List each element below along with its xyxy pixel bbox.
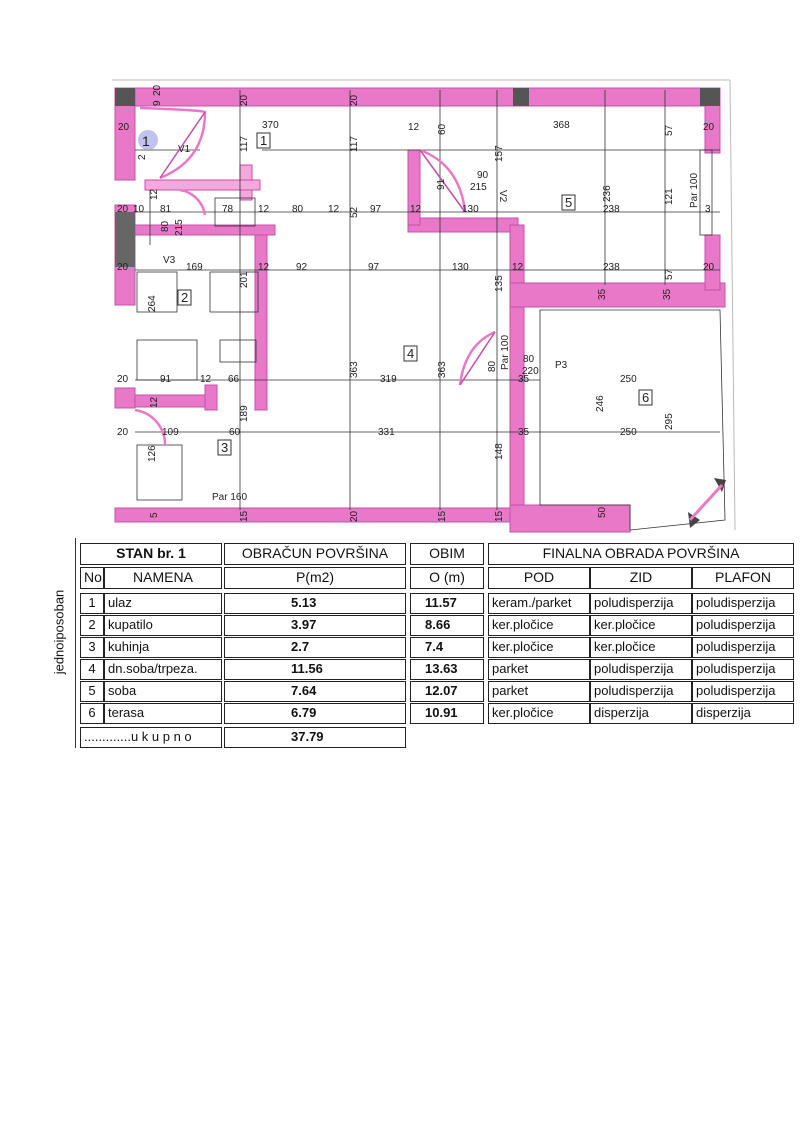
row-perimeter: 8.66 — [410, 615, 484, 636]
dim: 15 — [494, 510, 505, 522]
dim: 264 — [147, 295, 158, 312]
floor-plan — [0, 0, 800, 540]
row-name: kuhinja — [104, 637, 222, 658]
dim: 215 — [470, 182, 487, 193]
dim: 319 — [380, 374, 397, 385]
dim: 60 — [437, 123, 448, 135]
dim: 78 — [222, 204, 234, 215]
row-floor-finish: keram./parket — [488, 593, 590, 614]
dim: 80 — [487, 360, 498, 372]
dim: 97 — [368, 262, 380, 273]
dim: 246 — [595, 395, 606, 412]
row-perimeter: 10.91 — [410, 703, 484, 724]
dim: 20 — [239, 94, 250, 106]
dim: 236 — [602, 185, 613, 202]
dim: 12 — [512, 262, 524, 273]
row-ceiling-finish: poludisperzija — [692, 593, 794, 614]
dim: 35 — [662, 288, 673, 300]
dim: 220 — [522, 366, 539, 377]
dim: 12 — [410, 204, 422, 215]
header-p-unit: P(m2) — [224, 567, 406, 589]
dim: 20 — [117, 262, 129, 273]
dim: 135 — [494, 275, 505, 292]
dim: 80 — [523, 354, 535, 365]
row-name: dn.soba/trpeza. — [104, 659, 222, 680]
label-par100-a: Par 100 — [500, 334, 511, 370]
row-number: 1 — [80, 593, 104, 614]
dim: 157 — [494, 145, 505, 162]
header-obim: OBIM — [410, 543, 484, 565]
dim: 9 — [152, 100, 163, 106]
dim: 60 — [229, 427, 241, 438]
dim: 12 — [328, 204, 340, 215]
dim: 20 — [349, 94, 360, 106]
dim: 10 — [133, 204, 145, 215]
dim: 215 — [174, 219, 185, 236]
door-leaves — [160, 112, 495, 385]
row-ceiling-finish: poludisperzija — [692, 659, 794, 680]
row-area: 2.7 — [224, 637, 406, 658]
row-area: 3.97 — [224, 615, 406, 636]
entrance-marker-number: 1 — [142, 133, 150, 149]
dim: 148 — [494, 443, 505, 460]
door-swings — [135, 108, 495, 445]
row-wall-finish: poludisperzija — [590, 593, 692, 614]
dim: 15 — [239, 510, 250, 522]
dim: 130 — [462, 204, 479, 215]
dim: 20 — [118, 122, 130, 133]
dim: 35 — [597, 288, 608, 300]
dim: 81 — [160, 204, 172, 215]
header-namena: NAMENA — [104, 567, 222, 589]
dim: 12 — [408, 122, 420, 133]
row-perimeter: 7.4 — [410, 637, 484, 658]
header-pod: POD — [488, 567, 590, 589]
row-ceiling-finish: poludisperzija — [692, 637, 794, 658]
header-stan: STAN br. 1 — [80, 543, 222, 565]
dim: 12 — [149, 188, 160, 200]
dim: 20 — [117, 427, 129, 438]
dim: 370 — [262, 120, 279, 131]
dim: 20 — [152, 84, 163, 96]
room-number-5: 5 — [565, 195, 573, 210]
dim: 91 — [436, 178, 447, 190]
label-v1: V1 — [178, 144, 191, 155]
dim: 238 — [603, 204, 620, 215]
row-perimeter: 12.07 — [410, 681, 484, 702]
row-number: 4 — [80, 659, 104, 680]
row-number: 3 — [80, 637, 104, 658]
row-area: 11.56 — [224, 659, 406, 680]
dim: 12 — [258, 204, 270, 215]
dim: 91 — [160, 374, 172, 385]
dim: 130 — [452, 262, 469, 273]
total-value: 37.79 — [224, 727, 406, 748]
dim: 80 — [160, 220, 171, 232]
dim: 2 — [137, 154, 148, 160]
row-ceiling-finish: poludisperzija — [692, 615, 794, 636]
room-number-4: 4 — [407, 346, 415, 361]
dim: 20 — [117, 374, 129, 385]
dim: 238 — [603, 262, 620, 273]
dim: 57 — [664, 124, 675, 136]
dim: 12 — [200, 374, 212, 385]
row-floor-finish: parket — [488, 681, 590, 702]
dim: 52 — [349, 206, 360, 218]
label-par160: Par 160 — [212, 492, 248, 503]
header-zid: ZID — [590, 567, 692, 589]
row-floor-finish: parket — [488, 659, 590, 680]
dim: 50 — [597, 506, 608, 518]
dim: 117 — [349, 136, 360, 152]
row-ceiling-finish: poludisperzija — [692, 681, 794, 702]
row-number: 5 — [80, 681, 104, 702]
label-p3: P3 — [555, 360, 568, 371]
plan-lines — [135, 90, 725, 530]
row-name: kupatilo — [104, 615, 222, 636]
row-floor-finish: ker.pločice — [488, 615, 590, 636]
total-label: .............u k u p n o — [80, 727, 222, 748]
dim: 20 — [117, 204, 129, 215]
dim: 3 — [705, 204, 711, 215]
row-ceiling-finish: disperzija — [692, 703, 794, 724]
dim: 92 — [296, 262, 308, 273]
dim: 368 — [553, 120, 570, 131]
room-number-3: 3 — [221, 440, 229, 455]
dim: 5 — [149, 512, 160, 518]
dim: 66 — [228, 374, 240, 385]
dim: 201 — [239, 271, 250, 288]
dim: 12 — [258, 262, 270, 273]
row-name: terasa — [104, 703, 222, 724]
room-number-6: 6 — [642, 390, 650, 405]
header-plafon: PLAFON — [692, 567, 794, 589]
dim: 109 — [162, 427, 179, 438]
row-name: ulaz — [104, 593, 222, 614]
row-number: 2 — [80, 615, 104, 636]
room-number-1: 1 — [260, 133, 268, 148]
dim: 295 — [664, 413, 675, 430]
header-no: No — [80, 567, 104, 589]
row-wall-finish: disperzija — [590, 703, 692, 724]
dim: 12 — [149, 396, 160, 408]
dim: 97 — [370, 204, 382, 215]
dim: 331 — [378, 427, 395, 438]
dim: 250 — [620, 427, 637, 438]
header-obracun: OBRAČUN POVRŠINA — [224, 543, 406, 565]
row-floor-finish: ker.pločice — [488, 703, 590, 724]
row-wall-finish: poludisperzija — [590, 681, 692, 702]
row-area: 7.64 — [224, 681, 406, 702]
row-area: 6.79 — [224, 703, 406, 724]
dim: 20 — [703, 262, 715, 273]
dim: 117 — [239, 136, 250, 152]
dim: 90 — [477, 170, 489, 181]
row-name: soba — [104, 681, 222, 702]
room-number-2: 2 — [181, 290, 189, 305]
row-perimeter: 11.57 — [410, 593, 484, 614]
row-wall-finish: ker.pločice — [590, 637, 692, 658]
dim: 189 — [239, 405, 250, 422]
row-wall-finish: ker.pločice — [590, 615, 692, 636]
dim: 250 — [620, 374, 637, 385]
dim: 35 — [518, 374, 530, 385]
dim: 15 — [437, 510, 448, 522]
dim: 121 — [664, 188, 675, 205]
label-v3: V3 — [163, 255, 176, 266]
row-perimeter: 13.63 — [410, 659, 484, 680]
dim: 80 — [292, 204, 304, 215]
dim: 57 — [664, 268, 675, 280]
header-finalna: FINALNA OBRADA POVRŠINA — [488, 543, 794, 565]
dim: 20 — [703, 122, 715, 133]
header-o-unit: O (m) — [410, 567, 484, 589]
row-area: 5.13 — [224, 593, 406, 614]
dim: 126 — [147, 445, 158, 462]
row-floor-finish: ker.pločice — [488, 637, 590, 658]
label-par100-b: Par 100 — [689, 172, 700, 208]
dim: 35 — [518, 427, 530, 438]
row-number: 6 — [80, 703, 104, 724]
label-v2: V2 — [497, 190, 508, 203]
dim: 363 — [437, 361, 448, 378]
row-wall-finish: poludisperzija — [590, 659, 692, 680]
apartment-type-label: jednoiposoban — [51, 589, 67, 675]
dim: 363 — [349, 361, 360, 378]
dim: 20 — [349, 510, 360, 522]
dim: 169 — [186, 262, 203, 273]
